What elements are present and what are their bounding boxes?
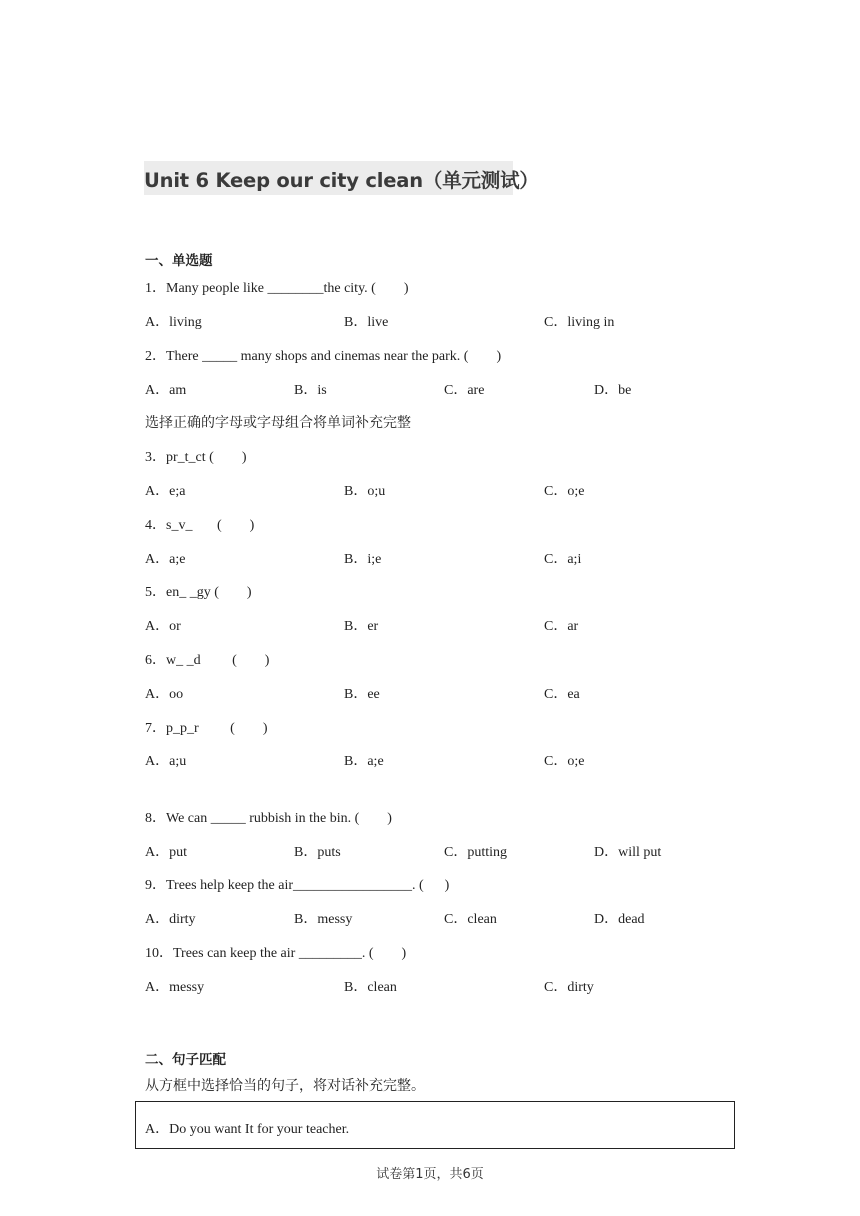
q2-option-a: A．am bbox=[145, 383, 187, 398]
q1-option-c: C．living in bbox=[544, 315, 615, 330]
q7-option-c: C．o;e bbox=[544, 754, 585, 769]
question-3: 3．pr_t_ct ( ) bbox=[145, 450, 247, 465]
question-1: 1．Many people like ________the city. ( ) bbox=[145, 281, 409, 296]
title-highlight bbox=[144, 161, 539, 195]
q4-option-c: C．a;i bbox=[544, 552, 582, 567]
q10-option-b: B．clean bbox=[344, 980, 397, 995]
q3-option-b: B．o;u bbox=[344, 484, 386, 499]
q1-option-b: B．live bbox=[344, 315, 389, 330]
q6-option-c: C．ea bbox=[544, 687, 580, 702]
q2-option-b: B．is bbox=[294, 383, 327, 398]
instruction-spelling: 选择正确的字母或字母组合将单词补充完整 bbox=[145, 415, 411, 431]
question-4: 4．s_v_ ( ) bbox=[145, 518, 255, 533]
options-box bbox=[135, 1101, 735, 1149]
q5-option-b: B．er bbox=[344, 619, 379, 634]
q7-option-b: B．a;e bbox=[344, 754, 384, 769]
q8-option-c: C．putting bbox=[444, 845, 508, 860]
question-10: 10．Trees can keep the air _________. ( ) bbox=[145, 946, 407, 961]
q9-option-d: D．dead bbox=[594, 912, 645, 927]
instruction-match: 从方框中选择恰当的句子，将对话补充完整。 bbox=[145, 1078, 425, 1094]
question-7: 7．p_p_r ( ) bbox=[145, 721, 268, 736]
q2-option-c: C．are bbox=[444, 383, 485, 398]
q4-option-b: B．i;e bbox=[344, 552, 382, 567]
section-heading-sentence-match: 二、句子匹配 bbox=[145, 1052, 226, 1068]
q4-option-a: A．a;e bbox=[145, 552, 186, 567]
q9-option-a: A．dirty bbox=[145, 912, 196, 927]
q5-option-a: A．or bbox=[145, 619, 181, 634]
q9-option-c: C．clean bbox=[444, 912, 497, 927]
question-9: 9．Trees help keep the air_________________. ( ) bbox=[145, 878, 450, 893]
q10-option-c: C．dirty bbox=[544, 980, 594, 995]
q9-option-b: B．messy bbox=[294, 912, 353, 927]
page-footer: 试卷第1页，共6页 bbox=[376, 1167, 484, 1182]
q8-option-b: B．puts bbox=[294, 845, 341, 860]
q6-option-b: B．ee bbox=[344, 687, 380, 702]
q8-option-a: A．put bbox=[145, 845, 187, 860]
box-option-a: A．Do you want It for your teacher. bbox=[145, 1122, 350, 1137]
q7-option-a: A．a;u bbox=[145, 754, 187, 769]
q5-option-c: C．ar bbox=[544, 619, 579, 634]
q6-option-a: A．oo bbox=[145, 687, 184, 702]
q3-option-c: C．o;e bbox=[544, 484, 585, 499]
question-8: 8．We can _____ rubbish in the bin. ( ) bbox=[145, 811, 392, 826]
question-5: 5．en_ _gy ( ) bbox=[145, 585, 252, 600]
q1-option-a: A．living bbox=[145, 315, 202, 330]
q3-option-a: A．e;a bbox=[145, 484, 186, 499]
section-heading-single-choice: 一、单选题 bbox=[145, 253, 213, 269]
question-2: 2．There _____ many shops and cinemas near the park. ( ) bbox=[145, 349, 502, 364]
page-title: Unit 6 Keep our city clean（单元测试） bbox=[144, 169, 539, 192]
q2-option-d: D．be bbox=[594, 383, 632, 398]
q10-option-a: A．messy bbox=[145, 980, 205, 995]
question-6: 6．w_ _d ( ) bbox=[145, 653, 270, 668]
q8-option-d: D．will put bbox=[594, 845, 662, 860]
